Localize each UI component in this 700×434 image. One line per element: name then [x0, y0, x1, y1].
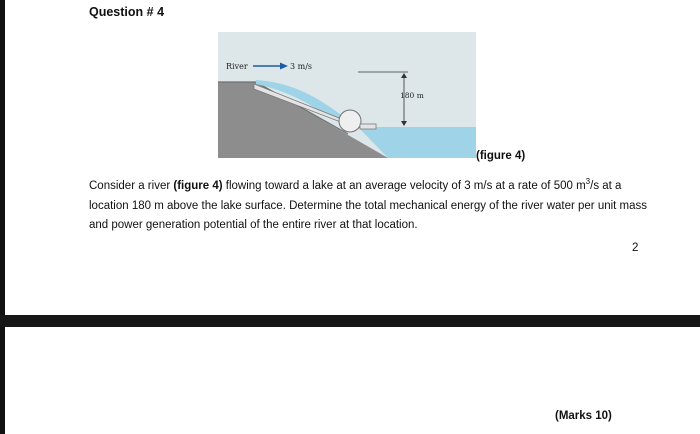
question-text-part-1: Consider a river: [89, 180, 174, 192]
superscript-3: 3: [585, 177, 591, 187]
river-lake-figure: [218, 32, 476, 158]
page-number: 2: [632, 242, 639, 254]
outlet-pipe: [360, 124, 376, 129]
river-label: River: [226, 62, 248, 71]
figure-caption: (figure 4): [476, 150, 526, 162]
figure-reference: (figure 4): [173, 180, 223, 192]
turbine-icon: [339, 110, 361, 132]
question-heading: Question # 4: [89, 5, 165, 19]
marks-label: (Marks 10): [555, 410, 612, 422]
velocity-label: 3 m/s: [290, 62, 313, 71]
question-text-part-3: /s at a location 180 m above the lake surface. Determine the total mechanical energy of the river water per unit mass and power generation potential of the entire river at that location.: [89, 180, 648, 231]
left-border-bar: [0, 0, 5, 434]
page-divider: [0, 315, 700, 327]
question-text-part-2: flowing toward a lake at an average velocity of 3 m/s at a rate of 500 m: [222, 180, 586, 192]
height-label: 180 m: [400, 91, 424, 100]
question-text: [89, 177, 659, 236]
